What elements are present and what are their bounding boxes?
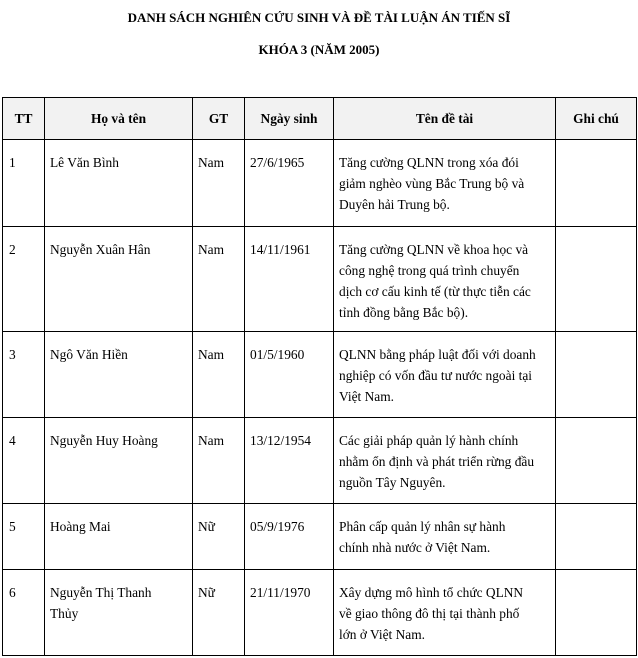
cell-note [556, 227, 637, 332]
header-gender: GT [193, 98, 245, 140]
header-dob: Ngày sinh [245, 98, 334, 140]
topic-line: QLNN bằng pháp luật đối với doanh [339, 347, 536, 362]
table-row [3, 332, 637, 418]
topic-line: dịch cơ cấu kinh tế (từ thực tiễn các [339, 284, 531, 299]
cell-name: Hoàng Mai [45, 504, 193, 570]
cell-note [556, 418, 637, 504]
table-row [3, 227, 637, 332]
topic-line: Xây dựng mô hình tổ chức QLNN [339, 585, 524, 600]
cell-dob: 01/5/1960 [245, 332, 334, 418]
name-line: Nguyễn Thị Thanh [50, 585, 152, 600]
topic-line: Phân cấp quản lý nhân sự hành [339, 519, 506, 534]
cell-tt: 3 [3, 332, 45, 418]
table-header-row [3, 98, 637, 140]
cell-gender: Nam [193, 227, 245, 332]
topic-line: nguồn Tây Nguyên. [339, 475, 446, 490]
cell-name [45, 570, 193, 656]
cell-note [556, 140, 637, 227]
candidate-table [2, 97, 637, 656]
cell-topic [334, 418, 556, 504]
cell-tt: 5 [3, 504, 45, 570]
cell-name: Nguyễn Huy Hoàng [45, 418, 193, 504]
topic-line: giảm nghèo vùng Bắc Trung bộ và [339, 176, 525, 191]
document-title: DANH SÁCH NGHIÊN CỨU SINH VÀ ĐỀ TÀI LUẬN ÁN TIẾN SĨ [127, 10, 511, 25]
cell-topic [334, 570, 556, 656]
cell-dob: 14/11/1961 [245, 227, 334, 332]
cell-topic [334, 227, 556, 332]
header-tt: TT [3, 98, 45, 140]
cell-dob: 05/9/1976 [245, 504, 334, 570]
cell-tt: 1 [3, 140, 45, 227]
header-topic: Tên đề tài [334, 98, 556, 140]
table-row [3, 504, 637, 570]
cell-topic [334, 504, 556, 570]
name-line: Thủy [50, 606, 79, 621]
cell-dob: 27/6/1965 [245, 140, 334, 227]
cell-gender: Nam [193, 140, 245, 227]
topic-line: nghiệp có vốn đầu tư nước ngoài tại [339, 368, 533, 383]
topic-line: Duyên hải Trung bộ. [339, 197, 450, 212]
table-row [3, 418, 637, 504]
topic-line: về giao thông đô thị tại thành phố [339, 606, 520, 621]
topic-line: công nghệ trong quá trình chuyển [339, 263, 520, 278]
cell-name: Ngô Văn Hiền [45, 332, 193, 418]
cell-gender: Nữ [193, 570, 245, 656]
cell-gender: Nam [193, 332, 245, 418]
header-note: Ghi chú [556, 98, 637, 140]
cell-tt: 4 [3, 418, 45, 504]
topic-line: lớn ở Việt Nam. [339, 627, 426, 642]
table-row [3, 570, 637, 656]
topic-line: Các giải pháp quản lý hành chính [339, 433, 519, 448]
cell-tt: 2 [3, 227, 45, 332]
cell-gender: Nam [193, 418, 245, 504]
cell-name: Nguyễn Xuân Hân [45, 227, 193, 332]
cell-topic [334, 332, 556, 418]
cell-gender: Nữ [193, 504, 245, 570]
cell-dob: 21/11/1970 [245, 570, 334, 656]
topic-line: Tăng cường QLNN về khoa học và [339, 242, 529, 257]
cell-tt: 6 [3, 570, 45, 656]
table-row [3, 140, 637, 227]
cell-name: Lê Văn Bình [45, 140, 193, 227]
topic-line: tỉnh đồng bằng Bắc bộ). [339, 305, 469, 320]
header-name: Họ và tên [45, 98, 193, 140]
topic-line: chính nhà nước ở Việt Nam. [339, 540, 491, 555]
cell-dob: 13/12/1954 [245, 418, 334, 504]
topic-line: nhằm ổn định và phát triển rừng đầu [339, 454, 535, 469]
cell-note [556, 504, 637, 570]
cell-topic [334, 140, 556, 227]
cell-note [556, 570, 637, 656]
cell-note [556, 332, 637, 418]
document-subtitle: KHÓA 3 (NĂM 2005) [258, 42, 380, 57]
topic-line: Việt Nam. [339, 389, 394, 404]
topic-line: Tăng cường QLNN trong xóa đói [339, 155, 519, 170]
